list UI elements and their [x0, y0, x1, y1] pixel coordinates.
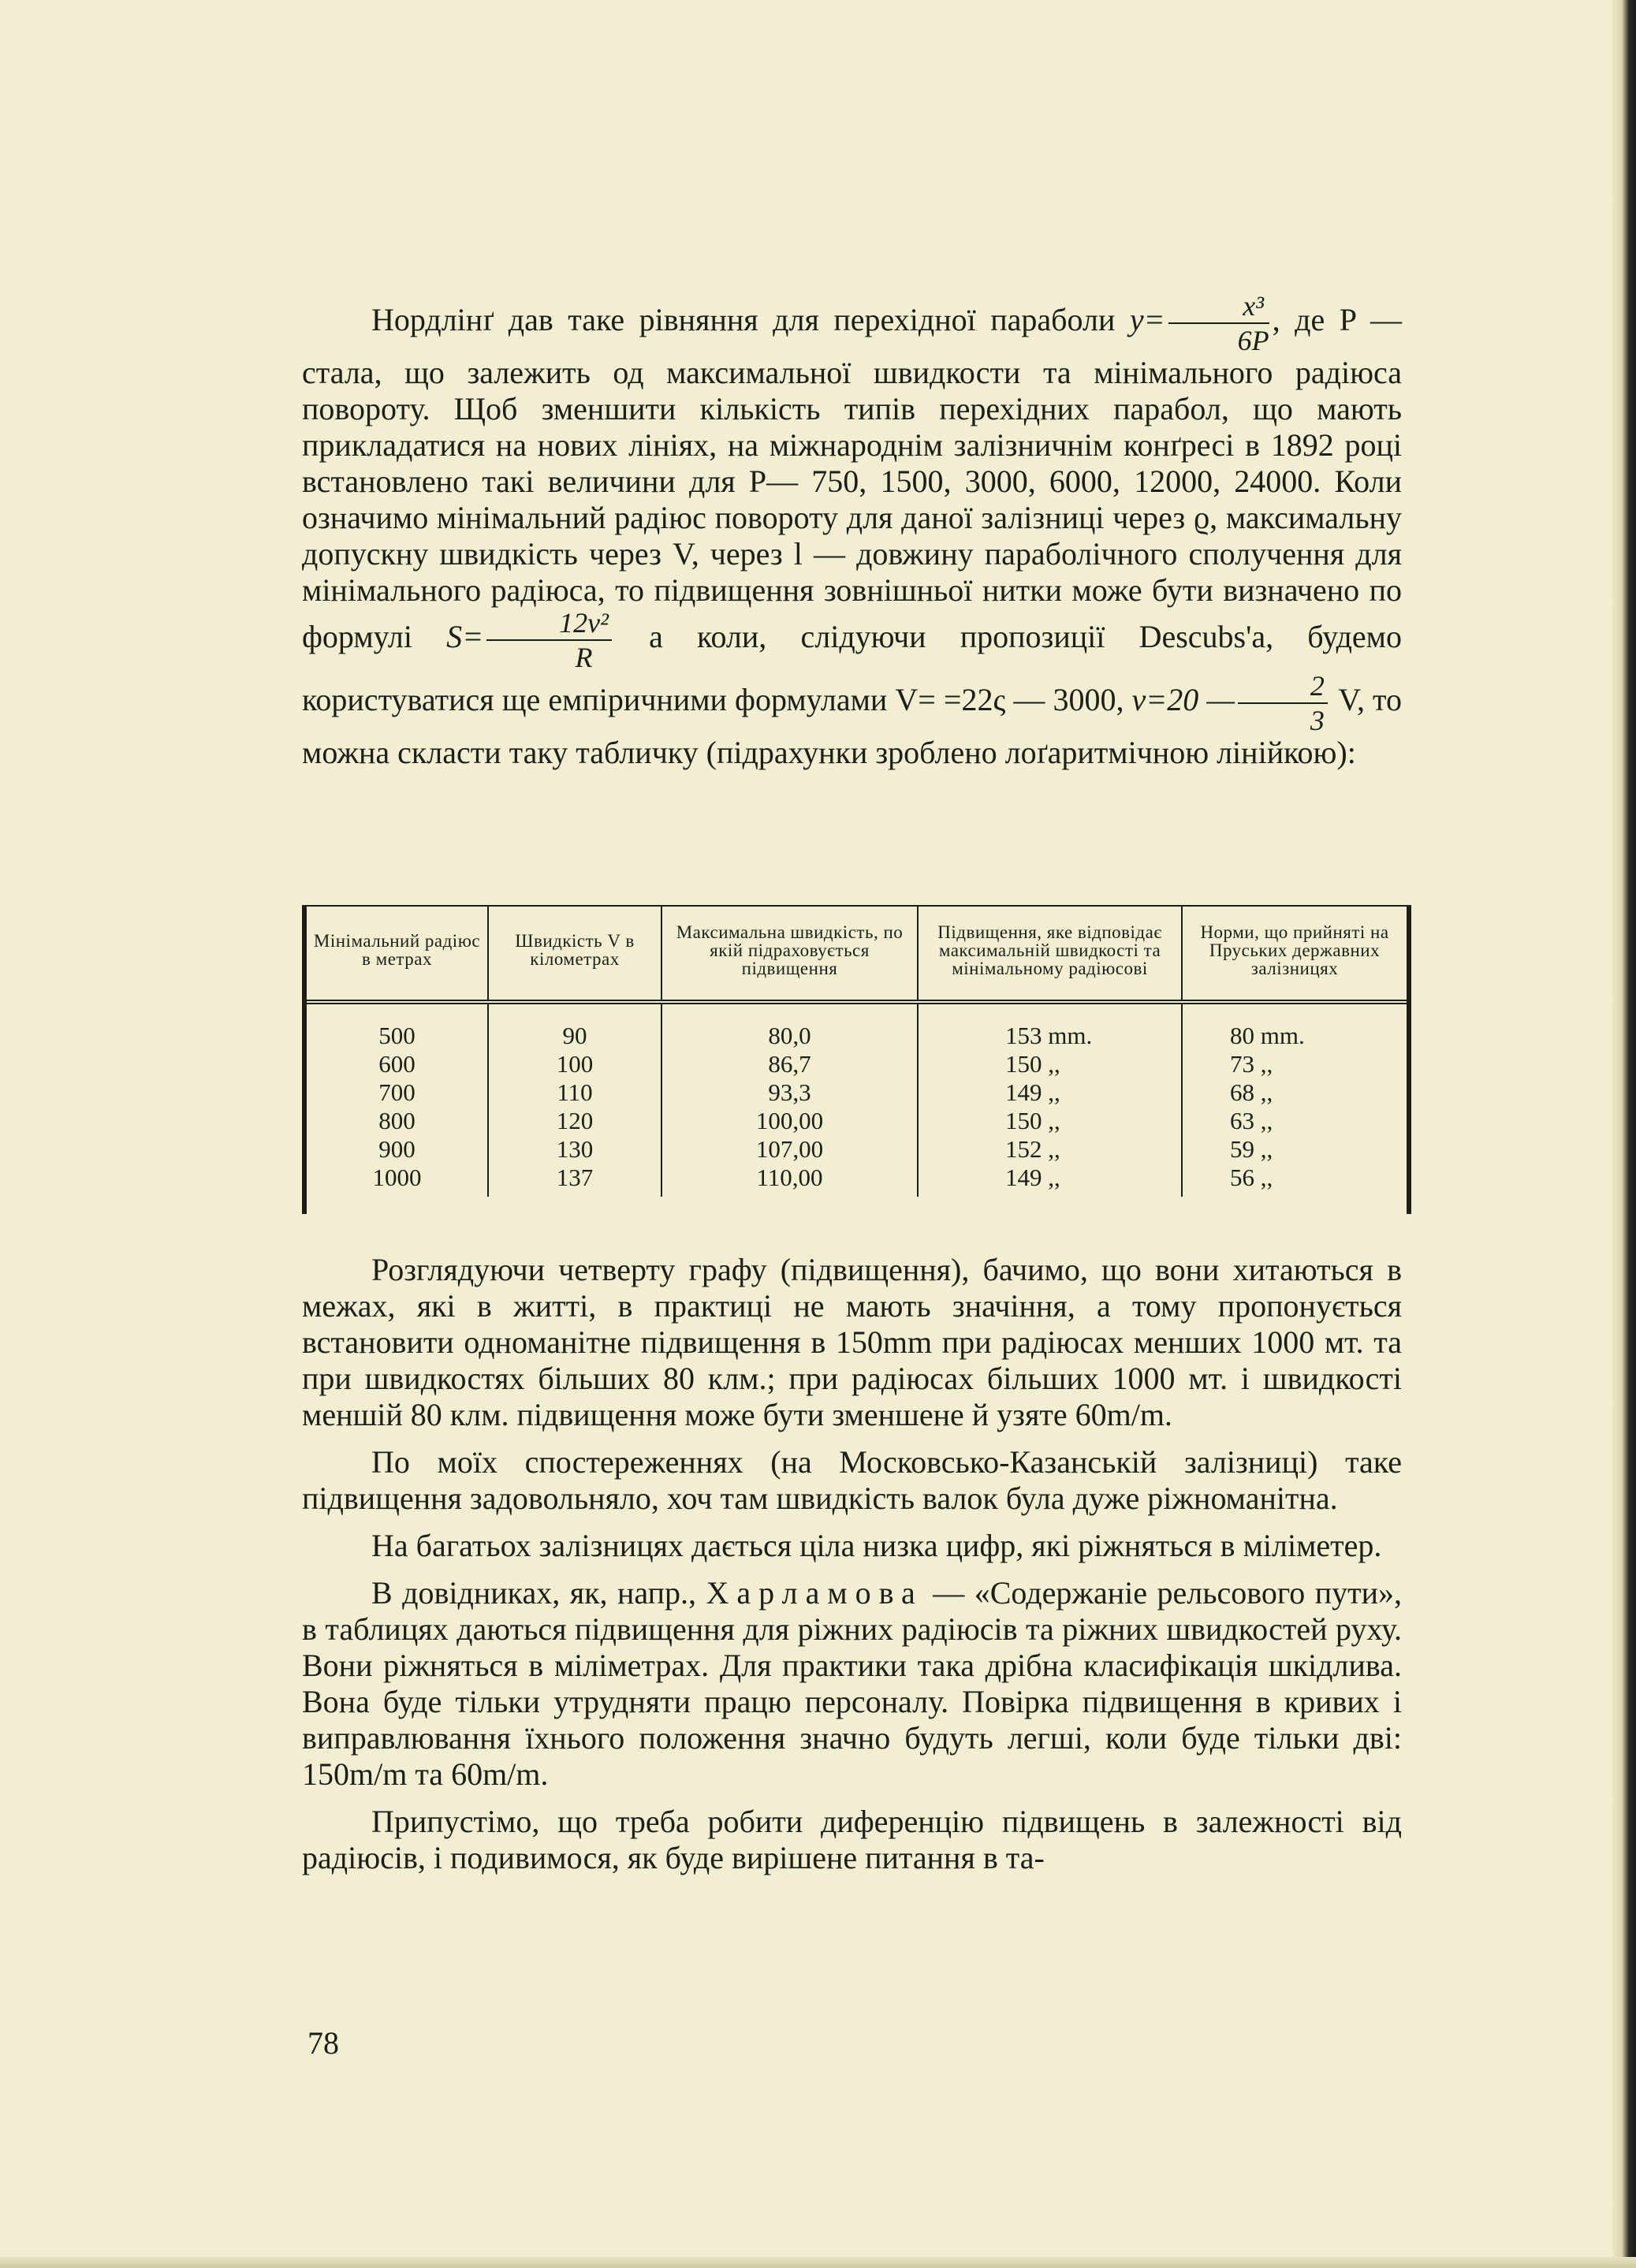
upper-text-block — [302, 292, 1402, 771]
table-cell: 100 — [488, 1050, 661, 1078]
lower-text-block — [302, 1252, 1402, 1876]
table-cell: 73 ,, — [1230, 1050, 1273, 1078]
table-cell: 149 ,, — [918, 1078, 1182, 1107]
table-cell: 800 — [307, 1107, 488, 1135]
paragraph-observations: По моїх спостереженнях (на Московсько-Казанській залізниці) таке підвищення задовольняло, хоч там швидкість валок була дуже ріжноманітна. — [302, 1444, 1402, 1516]
table-cell: 130 — [488, 1135, 661, 1164]
paragraph-graph-analysis: Розглядуючи четверту графу (підвищення), бачимо, що вони хитаються в межах, які в житті, в практиці не мають значіння, а тому пропонується встановити одноманітне підвищення в 150mm при радіюсах менших 1000 мт. та при швидкостях більших 80 клм.; при радіюсах більших 1000 мт. і швидкості меншій 80 клм. підвищення може бути зменшене й узяте 60m/m. — [302, 1252, 1402, 1432]
table-cell: 80 mm. — [1230, 1022, 1305, 1049]
formula-lhs: S= — [446, 619, 484, 655]
formula-fraction — [1168, 292, 1269, 355]
table-cell: 86,7 — [661, 1050, 918, 1078]
table-cell: 110,00 — [661, 1164, 918, 1197]
formula-fraction — [1238, 672, 1328, 735]
data-table — [307, 907, 1407, 1197]
page-number: 78 — [307, 2025, 339, 2061]
table-cell: 90 — [488, 1002, 661, 1050]
paragraph-many-railways: На багатьох залізницях дається ціла низка цифр, які ріжняться в міліметер. — [371, 1528, 1382, 1563]
formula-lhs: v=20 — — [1131, 682, 1235, 718]
fraction-denominator: 6P — [1237, 325, 1269, 356]
table-cell: 150 ,, — [918, 1107, 1182, 1135]
table-cell: 120 — [488, 1107, 661, 1135]
table-row — [307, 1164, 1407, 1197]
table-row — [307, 1050, 1407, 1078]
paragraph-differentiation: Припустімо, що треба робити диференцію підвищень в залежності від радіюсів, і подивимося, як буде вирішене питання в та- — [302, 1804, 1402, 1875]
table-cell: 1000 — [307, 1164, 488, 1197]
text-run: — «Содержаніе рельсового пути», в таблицях даються підвищення для ріжних радіюсів та ріжних швидкостей руху. Вони ріжняться в міліметрах. Для практики така дрібна класифікація шкідлива. Вона буде тільки утрудняти працю персоналу. Повірка підвищення в кривих і виправлювання їхнього положення значно будуть легші, коли буде тільки дві: 150m/m та 60m/m. — [302, 1575, 1402, 1792]
data-table-frame — [302, 905, 1411, 1214]
table-cell: 68 ,, — [1230, 1078, 1273, 1106]
page-bottom-edge — [0, 2257, 1636, 2268]
table-cell: 137 — [488, 1164, 661, 1197]
paragraph-handbooks — [302, 1575, 1402, 1793]
author-name: Харламова — [706, 1575, 923, 1611]
table-row — [307, 1078, 1407, 1107]
table-row — [307, 1135, 1407, 1164]
table-cell: 900 — [307, 1135, 488, 1164]
header-cell: Максимальна швидкість, по якій підраховується підвищення — [661, 907, 918, 1002]
page-binding-edge — [1612, 0, 1636, 2268]
table-header-row — [307, 907, 1407, 1002]
table-cell: 500 — [307, 1002, 488, 1050]
table-cell: 150 ,, — [918, 1050, 1182, 1078]
table-cell: 600 — [307, 1050, 488, 1078]
table-cell: 149 ,, — [918, 1164, 1182, 1197]
table-cell: 152 ,, — [918, 1135, 1182, 1164]
table-cell: 56 ,, — [1230, 1164, 1273, 1191]
header-cell: Норми, що прийняті на Пруських державних залізницях — [1200, 922, 1389, 978]
table-row — [307, 1107, 1407, 1135]
text-run: , де P — стала, що залежить од максимальної швидкости та мінімального радіюса повороту. Щоб зменшити кількість типів перехідних парабол, що мають прикладатися на нових лініях, на міжнароднім залізничнім конґресі в 1892 році встановлено такі величини для P— 750, 1500, 3000, 6000, 12000, 24000. Коли означимо мінімальний радіюс повороту для даної залізниці через ϱ, максимальну допускну швидкість через V, через l — довжину параболічного сполучення для мінімального радіюса, то підвищення зовнішньої нитки може бути визначено по формулі — [302, 302, 1403, 655]
text-run: Нордлінґ дав таке рівняння для перехідної параболи — [371, 302, 1130, 338]
header-cell: Швидкість V в кілометрах — [488, 907, 661, 1002]
fraction-denominator: 3 — [1310, 705, 1325, 736]
text-run: а коли, слідуючи пропозиції Descubs'a, будемо користуватися ще емпіричними формулами V= =22ς — 3000, — [302, 619, 1402, 718]
table-cell: 700 — [307, 1078, 488, 1107]
fraction-numerator: 12v² — [486, 609, 612, 641]
header-cell: Підвищення, яке відповідає максимальній швидкості та мінімальному радіюсові — [918, 907, 1182, 1002]
fraction-numerator: 2 — [1238, 672, 1328, 704]
fraction-numerator: x³ — [1168, 292, 1269, 324]
formula-lhs: y= — [1129, 302, 1165, 338]
table-cell: 100,00 — [661, 1107, 918, 1135]
table-cell: 63 ,, — [1230, 1107, 1273, 1134]
table-cell: 80,0 — [661, 1002, 918, 1050]
fraction-denominator: R — [575, 642, 593, 673]
table-cell: 93,3 — [661, 1078, 918, 1107]
header-cell: Мінімальний радіюс в метрах — [307, 907, 488, 1002]
table-row — [307, 1002, 1407, 1050]
table-cell: 107,00 — [661, 1135, 918, 1164]
table-cell: 110 — [488, 1078, 661, 1107]
table-cell: 153 mm. — [918, 1002, 1182, 1050]
formula-fraction — [486, 609, 612, 672]
text-run: V, то можна скласти таку табличку (підрахунки зроблено лоґаритмічною лінійкою): — [302, 682, 1403, 770]
paragraph-nordling — [302, 292, 1402, 771]
table-cell: 59 ,, — [1230, 1135, 1273, 1163]
text-run: В довідниках, як, напр., — [371, 1575, 706, 1611]
